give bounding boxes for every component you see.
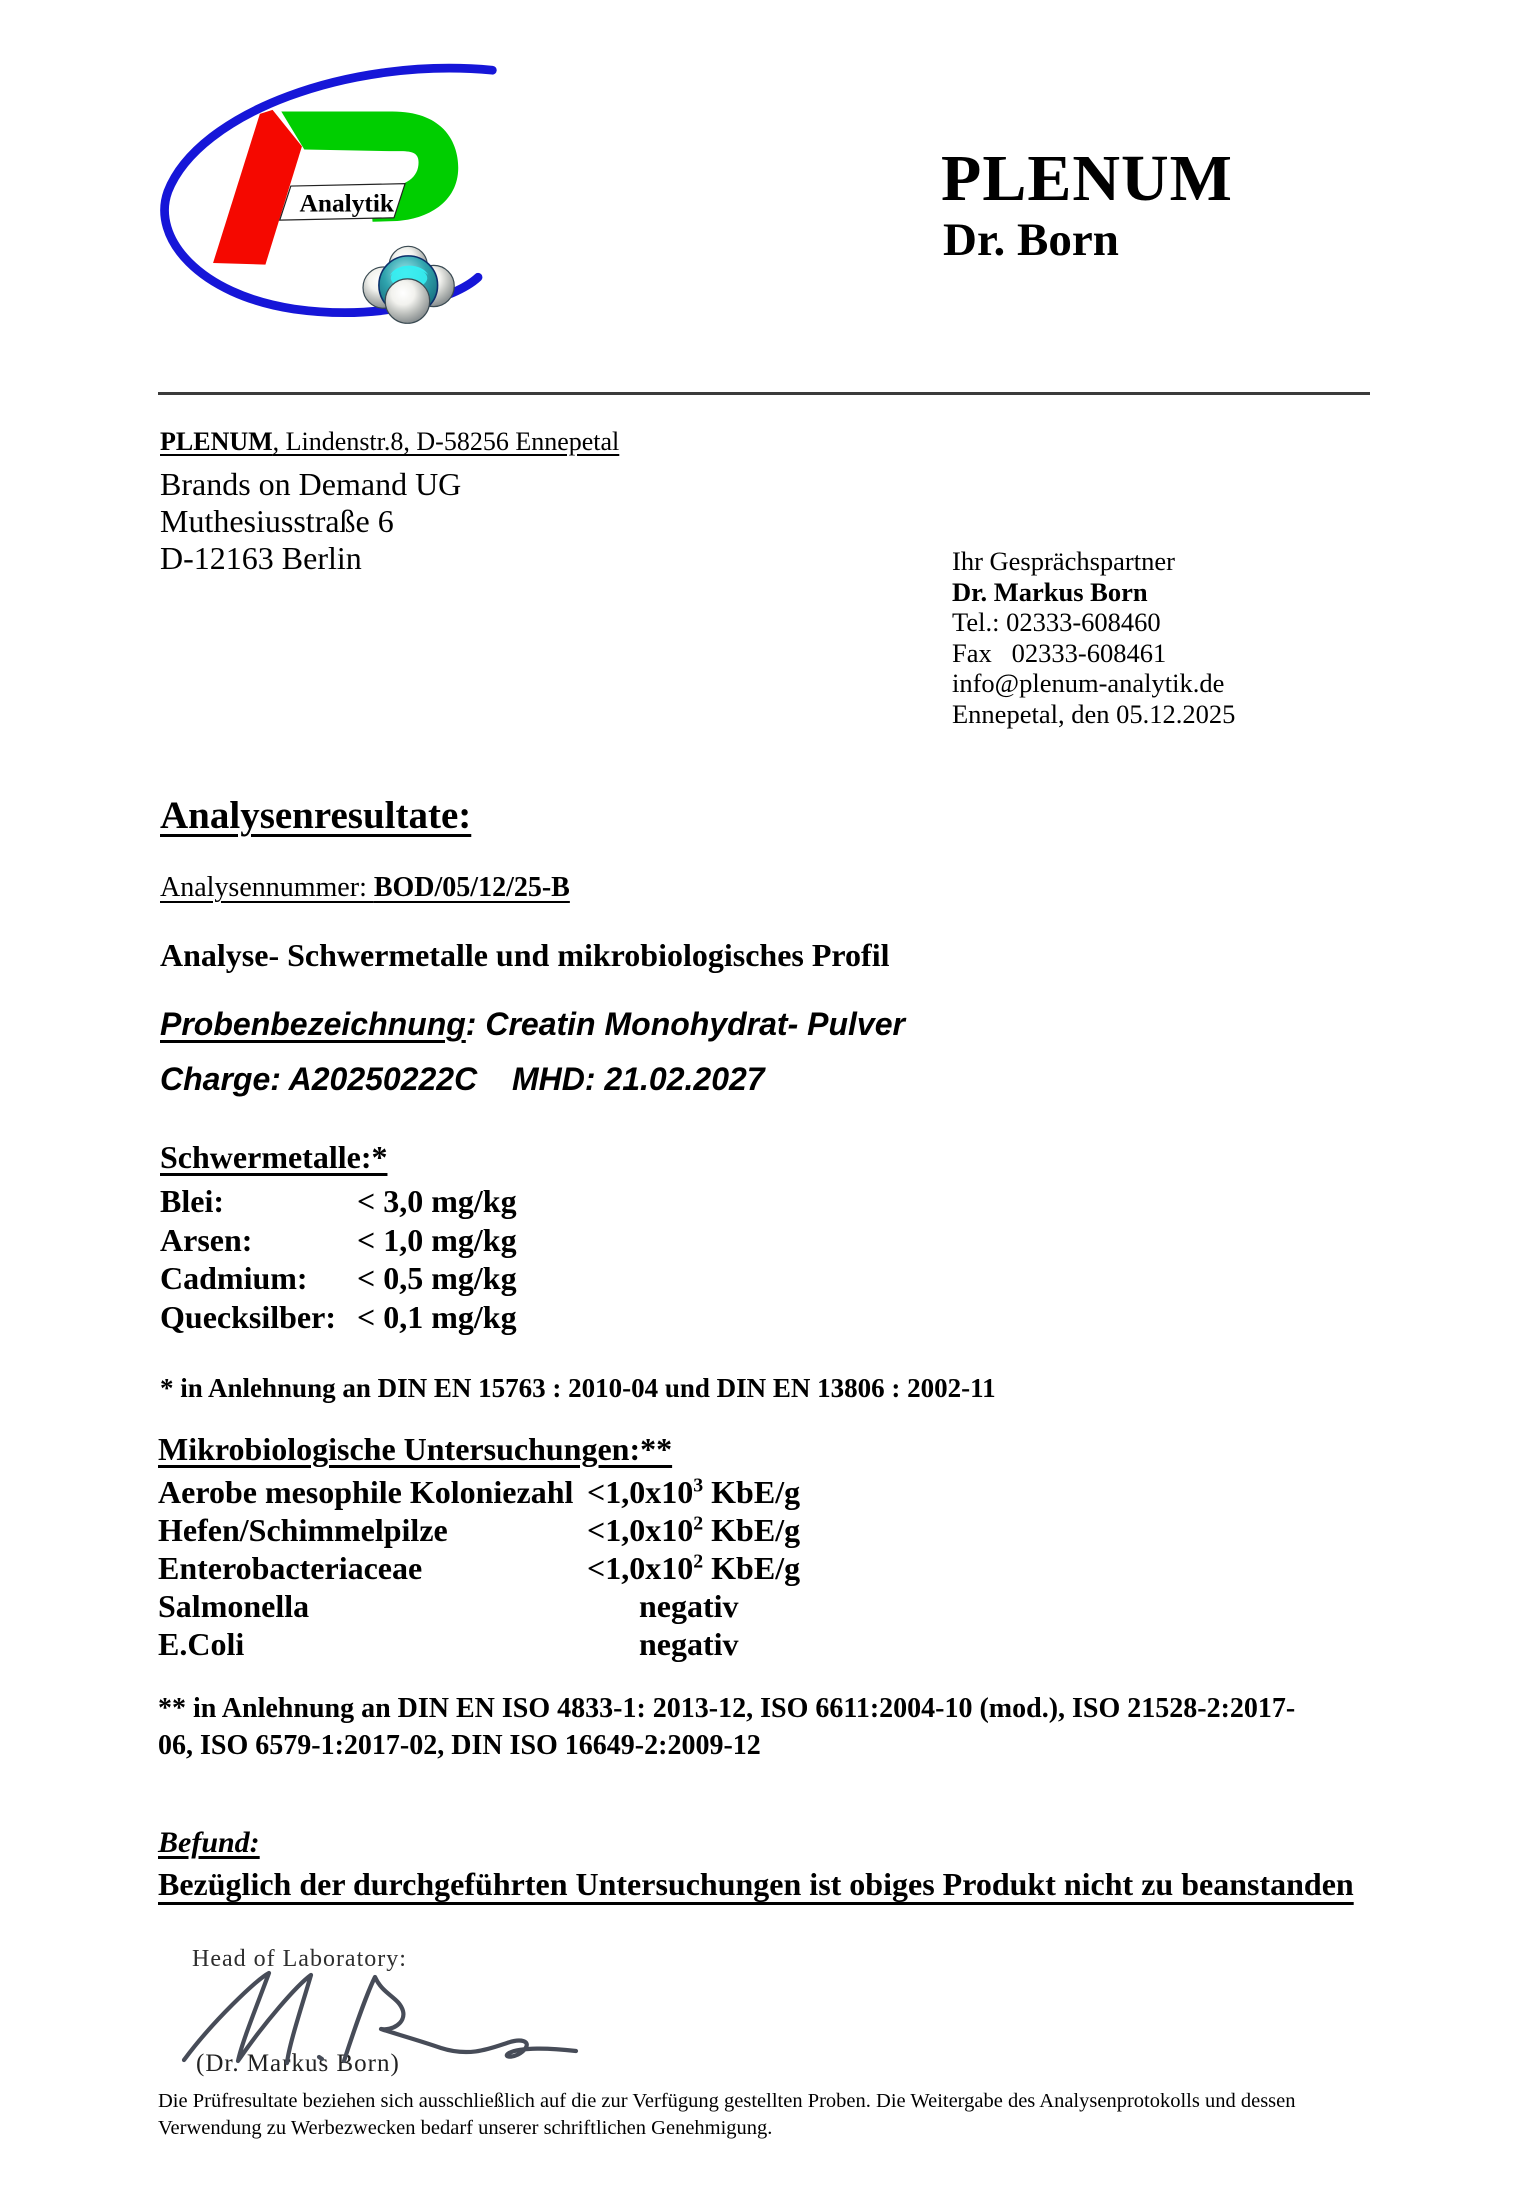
contact-fax: Fax 02333-608461 <box>952 637 1167 668</box>
analysis-title: Analyse- Schwermetalle und mikrobiologisches Profil <box>160 937 890 973</box>
analysis-number-value: BOD/05/12/25-B <box>373 872 570 903</box>
test-name: Enterobacteriaceae <box>158 1550 423 1586</box>
recipient-city: D-12163 Berlin <box>160 540 362 576</box>
sender-company: PLENUM <box>160 427 273 456</box>
contact-phone: Tel.: 02333-608460 <box>952 607 1161 637</box>
metal-value: < 1,0 mg/kg <box>357 1221 517 1258</box>
table-row <box>158 1511 800 1549</box>
logo-red-stem <box>213 110 302 265</box>
table-row <box>160 1259 517 1298</box>
test-name: Hefen/Schimmelpilze <box>158 1512 448 1548</box>
metal-name: Blei: <box>160 1183 224 1219</box>
company-subtitle: Dr. Born <box>943 214 1119 266</box>
contact-date: Ennepetal, den 05.12.2025 <box>952 698 1236 729</box>
contact-block <box>952 546 1235 729</box>
test-result: $<1,0x10^3$ KbE/g <box>587 1474 801 1510</box>
test-name: Salmonella <box>158 1588 310 1624</box>
analysis-number-line <box>160 872 570 904</box>
recipient-name: Brands on Demand UG <box>160 466 462 502</box>
recipient-block <box>160 466 461 577</box>
contact-intro: Ihr Gesprächspartner <box>952 546 1175 576</box>
logo-analytik-label: Analytik <box>299 189 395 218</box>
sample-value: : Creatin Monohydrat- Pulver <box>465 1006 905 1042</box>
mhd-value: MHD: 21.02.2027 <box>512 1061 765 1097</box>
metal-name: Quecksilber: <box>160 1298 336 1335</box>
metal-value: < 3,0 mg/kg <box>357 1183 517 1219</box>
sender-line <box>160 427 619 457</box>
heavy-metals-footnote: * in Anlehnung an DIN EN 15763 : 2010-04 und DIN EN 13806 : 2002-11 <box>160 1373 996 1403</box>
heavy-metals-title: Schwermetalle:* <box>160 1139 388 1175</box>
test-result: negativ <box>639 1588 739 1624</box>
befund-text: Bezüglich der durchgeführten Untersuchungen ist obiges Produkt nicht zu beanstanden <box>158 1866 1354 1902</box>
test-result: $<1,0x10^2$ KbE/g <box>587 1512 801 1548</box>
signature-role: Head of Laboratory: <box>192 1946 407 1972</box>
company-name: PLENUM <box>941 142 1233 215</box>
metal-value: < 0,1 mg/kg <box>357 1298 517 1335</box>
test-result: negativ <box>639 1626 739 1662</box>
microbiology-table <box>158 1473 800 1663</box>
metal-name: Cadmium: <box>160 1260 308 1296</box>
table-row <box>160 1182 517 1221</box>
sample-label: Probenbezeichnung <box>160 1006 466 1042</box>
recipient-street: Muthesiusstraße 6 <box>160 503 394 539</box>
header-divider <box>158 392 1370 395</box>
befund-label: Befund: <box>158 1826 260 1859</box>
table-row <box>158 1549 800 1587</box>
table-row <box>160 1221 517 1260</box>
plenum-logo <box>125 25 605 405</box>
table-row <box>158 1473 800 1511</box>
table-row <box>158 1587 800 1625</box>
contact-email: info@plenum-analytik.de <box>952 668 1225 698</box>
test-result: $<1,0x10^2$ KbE/g <box>587 1550 801 1586</box>
page-title: Analysenresultate: <box>160 794 472 837</box>
heavy-metals-table <box>160 1182 517 1336</box>
sample-line <box>160 1006 905 1043</box>
test-name: E.Coli <box>158 1626 245 1662</box>
table-row <box>160 1298 517 1337</box>
sender-address: , Lindenstr.8, D-58256 Ennepetal <box>272 427 620 456</box>
charge-value: Charge: A20250222C <box>160 1061 478 1097</box>
test-name: Aerobe mesophile Koloniezahl <box>158 1474 574 1510</box>
signature-image <box>168 1960 598 2082</box>
contact-person: Dr. Markus Born <box>952 576 1148 607</box>
microbiology-footnote: ** in Anlehnung an DIN EN ISO 4833-1: 2013-12, ISO 6611:2004-10 (mod.), ISO 21528-2:2017- 06, ISO 6579-1:2017-02, DIN ISO 16649-2:2009-12 <box>158 1693 1296 1761</box>
table-row <box>158 1625 800 1663</box>
metal-value: < 0,5 mg/kg <box>357 1260 517 1296</box>
microbiology-title: Mikrobiologische Untersuchungen:** <box>158 1431 673 1467</box>
charge-line <box>160 1061 765 1098</box>
footer-disclaimer: Die Prüfresultate beziehen sich ausschließlich auf die zur Verfügung gestellten Proben. Die Weitergabe des Analysenprotokolls und dessen Verwendung zu Werbezwecken bedarf unserer schriftlichen Genehmigung. <box>158 2090 1296 2139</box>
analysis-number-label: Analysennummer: <box>160 872 374 903</box>
metal-name: Arsen: <box>160 1221 253 1258</box>
signature-name: (Dr. Markus Born) <box>196 2050 400 2077</box>
